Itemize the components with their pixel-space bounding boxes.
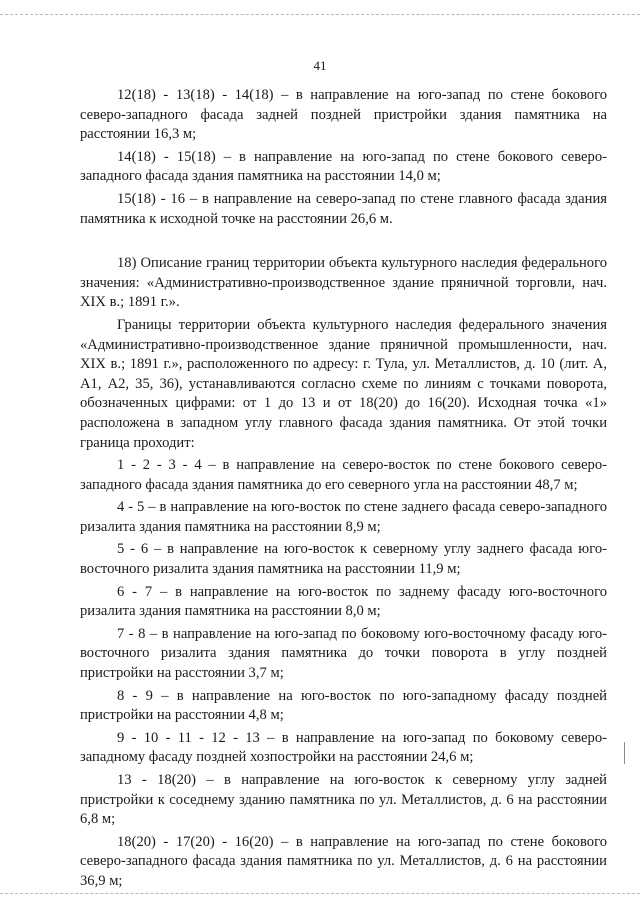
paragraph-boundary-1-4: 1 - 2 - 3 - 4 – в направление на северо-восток по стене бокового северо-западного фасада здания памятника до его северного угла на расстоянии 48,7 м;	[80, 457, 607, 493]
scan-margin-mark	[624, 742, 625, 764]
page-number: 41	[313, 58, 327, 73]
paragraph-boundary-12-14: 12(18) - 13(18) - 14(18) – в направление на юго-запад по стене бокового северо-западного фасада задней поздней пристройки здания памятника на расстоянии 16,3 м;	[80, 87, 607, 143]
paragraph-boundary-8-9: 8 - 9 – в направление на юго-восток по юго-западному фасаду поздней пристройки на расстоянии 4,8 м;	[80, 687, 607, 724]
paragraph-territory-description: Границы территории объекта культурного наследия федерального значения «Административно-производственное здание пряничной промышленности, нач. XIX в.; 1891 г.», расположенного по адресу: г. Тула, ул. Металлистов, д. 10 (лит. А, А1, А2, 35, 36), устанавливаются согласно схеме по линиям с точками поворота, обозначенных цифрами: от 1 до 13 и от 18(20) до 16(20). Исходная точка «1» расположена в западном углу главного фасада здания памятника. От этой точки граница проходит:	[80, 316, 607, 451]
paragraph-boundary-5-6: 5 - 6 – в направление на юго-восток к северному углу заднего фасада юго-восточного ризалита здания памятника на расстоянии 11,9 м;	[80, 541, 607, 578]
paragraph-boundary-9-13: 9 - 10 - 11 - 12 - 13 – в направление на юго-запад по боковому северо-западному фасаду поздней хозпостройки на расстоянии 24,6 м;	[80, 729, 607, 766]
paragraph-boundary-6-7: 6 - 7 – в направление на юго-восток по заднему фасаду юго-восточного ризалита здания памятника на расстоянии 8,0 м;	[80, 583, 607, 620]
paragraph-boundary-13-18: 13 - 18(20) – в направление на юго-восток к северному углу задней пристройки к соседнему зданию памятника по ул. Металлистов, д. 6 на расстоянии 6,8 м;	[80, 772, 607, 828]
paragraph-boundary-18-16: 18(20) - 17(20) - 16(20) – в направление на юго-запад по стене бокового северо-западного фасада здания памятника по ул. Металлистов, д. 6 на расстоянии 36,9 м;	[80, 833, 607, 889]
section-heading-18: 18) Описание границ территории объекта культурного наследия федерального значения: «Административно-производственное здание пряничной торговли, нач. XIX в.; 1891 г.».	[80, 255, 607, 311]
paragraph-boundary-14-15: 14(18) - 15(18) – в направление на юго-запад по стене бокового северо-западного фасада здания памятника на расстоянии 14,0 м;	[80, 148, 607, 185]
document-body	[80, 86, 607, 895]
paragraph-boundary-7-8: 7 - 8 – в направление на юго-запад по боковому юго-восточному фасаду юго-восточного ризалита здания памятника до точки поворота в углу поздней пристройки на расстоянии 3,7 м;	[80, 625, 607, 682]
scan-edge-top	[0, 14, 640, 15]
scan-edge-bottom	[0, 893, 640, 894]
paragraph-boundary-4-5: 4 - 5 – в направление на юго-восток по стене заднего фасада северо-западного ризалита здания памятника на расстоянии 8,9 м;	[80, 499, 607, 535]
paragraph-boundary-15-16: 15(18) - 16 – в направление на северо-запад по стене главного фасада здания памятника к исходной точке на расстоянии 26,6 м.	[80, 190, 607, 227]
